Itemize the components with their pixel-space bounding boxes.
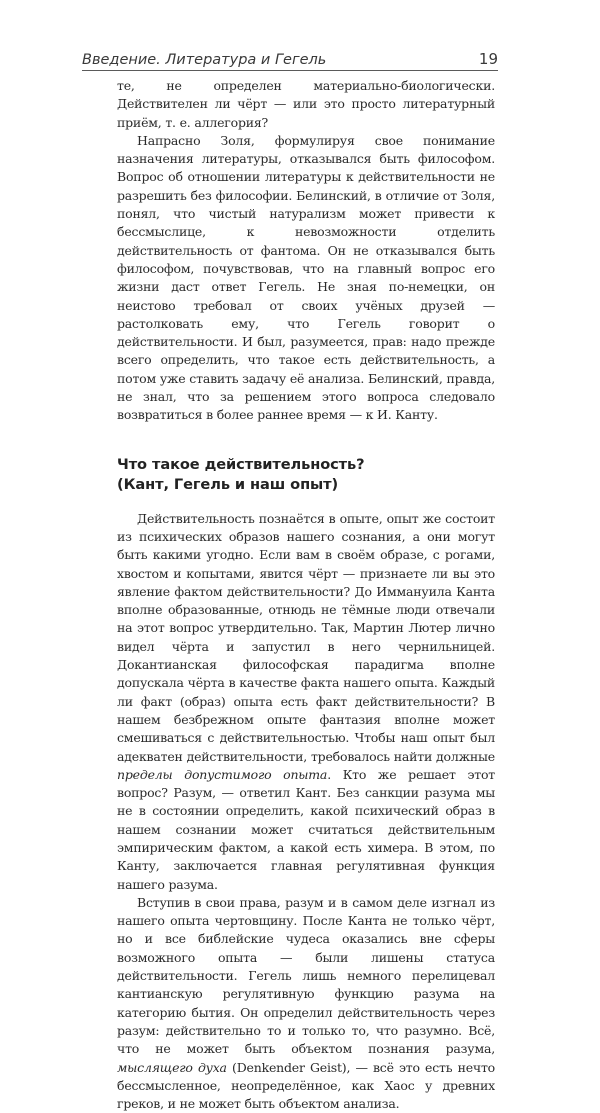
paragraph-experience-text-b: . Кто же решает этот вопрос? Разум, — ответил Кант. Без санкции разума мы не в состоянии определить, какой психический образ в нашем сознании может считаться действительным эмпирическим фактом, а какой есть химера. В этом, по Канту, заключается главная регулятивная функция нашего разума. xyxy=(117,766,495,892)
paragraph-reason xyxy=(117,894,495,1113)
paragraph-experience-text-a: Действительность познаётся в опыте, опыт же состоит из психических образов нашего сознания, а они могут быть какими угодно. Если вам в своём образе, с рогами, хвостом и копытами, явится чёрт — признаете ли вы это явление фактом действительности? До Иммануила Канта вполне образованные, отнюдь не тёмные люди отвечали на этот вопрос утвердительно. Так, Мартин Лютер лично видел чёрта и запустил в него чернильницей. Докантианская философская парадигма вполне допускала чёрта в качестве факта нашего опыта. Каждый ли факт (образ) опыта есть факт действительности? В нашем безбрежном опыте фантазия вполне может смешиваться с действительностью. Чтобы наш опыт был адекватен действительности, требовалось найти должные xyxy=(117,510,495,764)
paragraph-zola: Напрасно Золя, формулируя свое понимание назначения литературы, отказывался быть философом. Вопрос об отношении литературы к действительности не разрешить без философии. Белинский, в отличие от Золя, понял, что чистый натурализм может привести к бессмыслице, к невозможности отделить действительность от фантома. Он не отказывался быть философом, почувствовав, что на главный вопрос его жизни даст ответ Гегель. Не зная по-немецки, он неистово требовал от своих учёных друзей — растолковать ему, что Гегель говорит о действительности. И был, разумеется, прав: надо прежде всего определить, что такое есть действительность, а потом уже ставить задачу её анализа. Белинский, правда, не знал, что за решением этого вопроса следовало возвратиться в более раннее время — к И. Канту. xyxy=(117,132,495,423)
running-header xyxy=(82,50,498,68)
page-number: 19 xyxy=(478,50,498,68)
emphasis-thinking-spirit: мыслящего духа xyxy=(117,1059,227,1075)
paragraph-reason-text-a: Вступив в свои права, разум и в самом деле изгнал из нашего опыта чертовщину. После Канта не только чёрт, но и все библейские чудеса оказались вне сферы возможного опыта — были лишены статуса действительности. Гегель лишь немного перелицевал кантианскую регулятивную функцию разума на категорию бытия. Он определил действительность через разум: действительно то и только то, что разумно. Всё, что не может быть объектом познания разума, xyxy=(117,894,495,1057)
section-heading xyxy=(117,455,495,495)
paragraph-experience xyxy=(117,510,495,894)
page-body xyxy=(117,77,495,1113)
paragraph-reason-text-b: (Denkender Geist), — всё это есть нечто бессмысленное, неопределённое, как Хаос у древних греков, и не может быть объектом анализа. xyxy=(117,1059,496,1112)
section-heading-line2: (Кант, Гегель и наш опыт) xyxy=(117,475,339,493)
chapter-title: Введение. Литература и Гегель xyxy=(82,52,327,68)
section-heading-line1: Что такое действительность? xyxy=(117,455,365,473)
paragraph-continuation: те, не определен материально-биологически. Действителен ли чёрт — или это просто литературный приём, т. е. аллегория? xyxy=(117,78,495,130)
emphasis-permissible-experience: пределы допустимого опыта xyxy=(117,766,328,782)
header-rule xyxy=(82,70,498,71)
